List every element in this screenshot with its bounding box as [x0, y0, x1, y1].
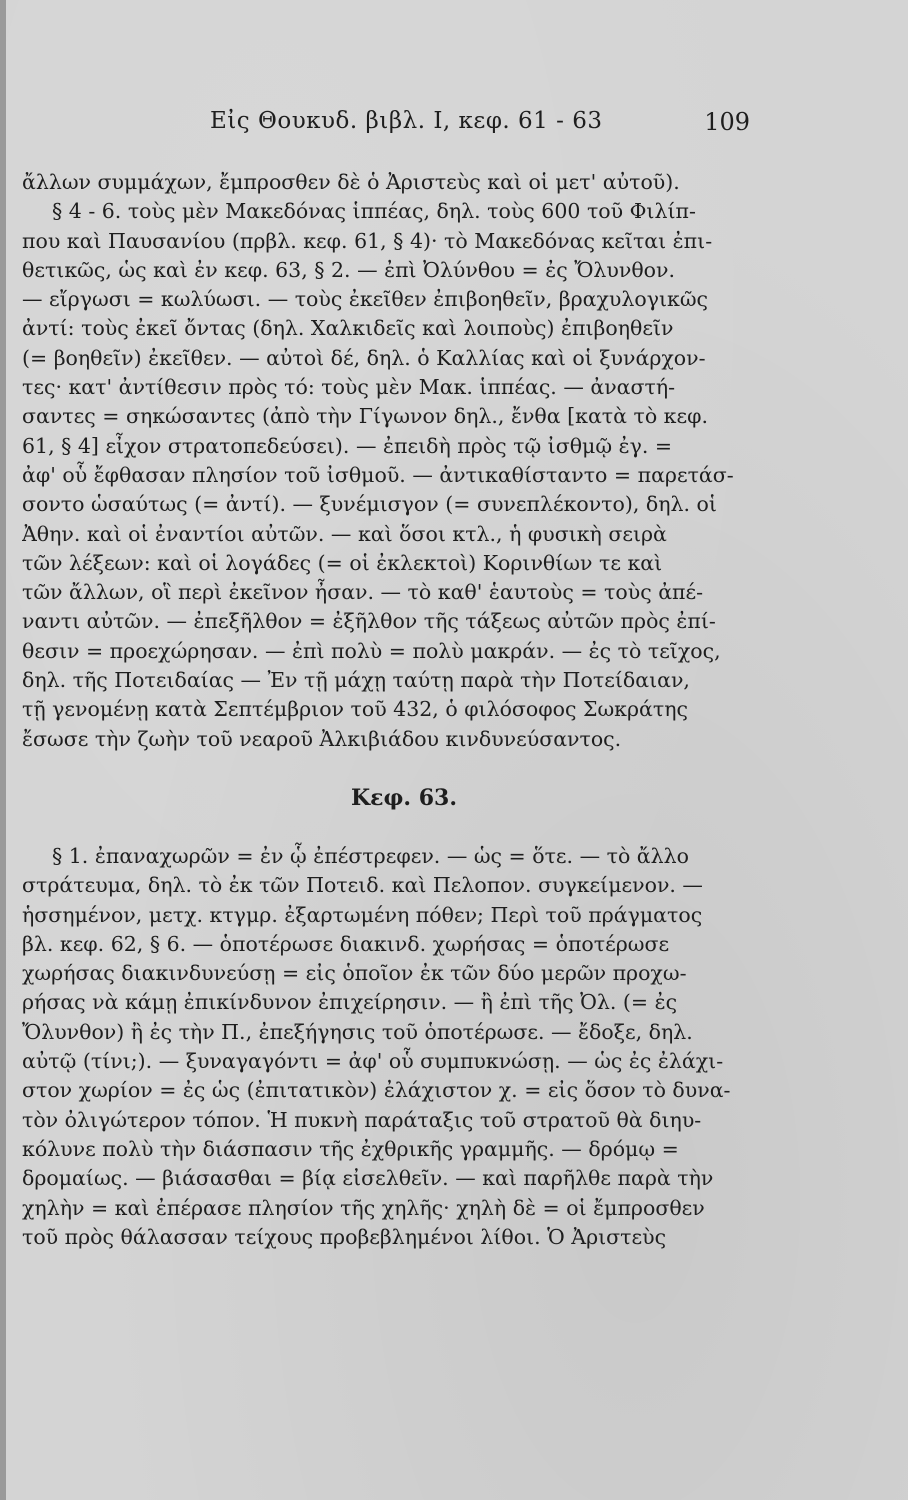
text-line: θεσιν = προεχώρησαν. — ἐπὶ πολὺ = πολὺ μακράν. — ἐς τὸ τεῖχος,: [22, 638, 721, 663]
chapter-heading: Κεφ. 63.: [351, 784, 457, 811]
page-body: [22, 168, 762, 1252]
text-line: σοντο ὡσαύτως (= ἀντί). — ξυνέμισγον (= συνεπλέκοντο), δηλ. οἱ: [22, 492, 717, 517]
text-line: χωρήσας διακινδυνεύσῃ = εἰς ὁποῖον ἐκ τῶν δύο μερῶν προχω-: [22, 961, 687, 986]
spacer: [22, 828, 762, 842]
binding-gutter: [0, 0, 6, 1500]
text-line: ναντι αὐτῶν. — ἐπεξῆλθον = ἐξῆλθον τῆς τάξεως αὐτῶν πρὸς ἐπί-: [22, 609, 716, 634]
text-line: στράτευμα, δηλ. τὸ ἐκ τῶν Ποτειδ. καὶ Πελοπον. συγκείμενον. —: [22, 873, 703, 898]
text-line: σαντες = σηκώσαντες (ἀπὸ τὴν Γίγωνον δηλ., ἔνθα [κατὰ τὸ κεφ.: [22, 404, 708, 429]
text-line: ἀντί: τοὺς ἐκεῖ ὄντας (δηλ. Χαλκιδεῖς καὶ λοιποὺς) ἐπιβοηθεῖν: [22, 316, 674, 341]
text-line: θετικῶς, ὡς καὶ ἐν κεφ. 63, § 2. — ἐπὶ Ὀλύνθου = ἐς Ὄλυνθον.: [22, 257, 675, 282]
text-line: § 4 - 6. τοὺς μὲν Μακεδόνας ἱππέας, δηλ. τοὺς 600 τοῦ Φιλίπ-: [52, 199, 696, 224]
page-number: 109: [704, 108, 750, 136]
text-line: δρομαίως. — βιάσασθαι = βίᾳ εἰσελθεῖν. — καὶ παρῆλθε παρὰ τὴν: [22, 1166, 714, 1191]
text-line: Ἀθην. καὶ οἱ ἐναντίοι αὐτῶν. — καὶ ὅσοι κτλ., ἡ φυσικὴ σειρὰ: [22, 521, 667, 546]
text-line: ἄλλων συμμάχων, ἔμπροσθεν δὲ ὁ Ἀριστεὺς καὶ οἱ μετ' αὐτοῦ).: [22, 170, 680, 194]
text-line: τοῦ πρὸς θάλασσαν τείχους προβεβλημένοι λίθοι. Ὁ Ἀριστεὺς: [22, 1224, 667, 1249]
page-header: [210, 108, 750, 144]
text-line: τῶν λέξεων: καὶ οἱ λογάδες (= οἱ ἐκλεκτοὶ) Κορινθίων τε καὶ: [22, 550, 663, 575]
text-line: ρήσας νὰ κάμῃ ἐπικίνδυνον ἐπιχείρησιν. — ἢ ἐπὶ τῆς Ὀλ. (= ἐς: [22, 990, 678, 1015]
text-line: ἔσωσε τὴν ζωὴν τοῦ νεαροῦ Ἀλκιβιάδου κινδυνεύσαντος.: [22, 726, 622, 751]
text-line: στον χωρίον = ἐς ὡς (ἐπιτατικὸν) ἐλάχιστον χ. = εἰς ὅσον τὸ δυνα-: [22, 1078, 731, 1103]
text-line: δηλ. τῆς Ποτειδαίας — Ἐν τῇ μάχῃ ταύτῃ παρὰ τὴν Ποτείδαιαν,: [22, 668, 690, 693]
text-line: τῇ γενομένῃ κατὰ Σεπτέμβριον τοῦ 432, ὁ φιλόσοφος Σωκράτης: [22, 697, 688, 722]
text-line: αὐτῷ (τίνι;). — ξυναγαγόντι = ἀφ' οὗ συμπυκνώσῃ. — ὡς ἐς ἐλάχι-: [22, 1049, 724, 1074]
text-line: τες· κατ' ἀντίθεσιν πρὸς τό: τοὺς μὲν Μακ. ἱππέας. — ἀναστή-: [22, 375, 676, 400]
text-line: Ὄλυνθον) ἢ ἐς τὴν Π., ἐπεξήγησις τοῦ ὁποτέρωσε. — ἔδοξε, δηλ.: [22, 1019, 693, 1044]
text-line: που καὶ Παυσανίου (πρβλ. κεφ. 61, § 4)· τὸ Μακεδόνας κεῖται ἐπι-: [22, 228, 713, 253]
text-line: § 1. ἐπαναχωρῶν = ἐν ᾧ ἐπέστρεφεν. — ὡς = ὅτε. — τὸ ἄλλο: [52, 843, 689, 868]
spacer: [22, 754, 762, 768]
text-line: 61, § 4] εἶχον στρατοπεδεύσει). — ἐπειδὴ πρὸς τῷ ἰσθμῷ ἐγ. =: [22, 433, 673, 458]
text-line: τὸν ὀλιγώτερον τόπον. Ἡ πυκνὴ παράταξις τοῦ στρατοῦ θὰ διηυ-: [22, 1107, 702, 1132]
text-line: (= βοηθεῖν) ἐκεῖθεν. — αὐτοὶ δέ, δηλ. ὁ Καλλίας καὶ οἱ ξυνάρχον-: [22, 345, 706, 370]
text-line: κόλυνε πολὺ τὴν διάσπασιν τῆς ἐχθρικῆς γραμμῆς. — δρόμῳ =: [22, 1136, 679, 1161]
text-line: τῶν ἄλλων, οἳ περὶ ἐκεῖνον ἦσαν. — τὸ καθ' ἑαυτοὺς = τοὺς ἀπέ-: [22, 580, 704, 605]
running-head: Εἰς Θουκυδ. βιβλ. Ι, κεφ. 61 - 63: [210, 108, 603, 134]
text-line: βλ. κεφ. 62, § 6. — ὁποτέρωσε διακινδ. χωρήσας = ὁποτέρωσε: [22, 931, 670, 956]
text-line: ἀφ' οὗ ἔφθασαν πλησίον τοῦ ἰσθμοῦ. — ἀντικαθίσταντο = παρετάσ-: [22, 462, 734, 487]
text-line: — εἴργωσι = κωλύωσι. — τοὺς ἐκεῖθεν ἐπιβοηθεῖν, βραχυλογικῶς: [22, 287, 709, 312]
text-line: ἡσσημένον, μετχ. κτγμρ. ἐξαρτωμένη πόθεν; Περὶ τοῦ πράγματος: [22, 902, 703, 927]
text-line: χηλὴν = καὶ ἐπέρασε πλησίον τῆς χηλῆς· χηλὴ δὲ = οἱ ἔμπροσθεν: [22, 1195, 705, 1220]
